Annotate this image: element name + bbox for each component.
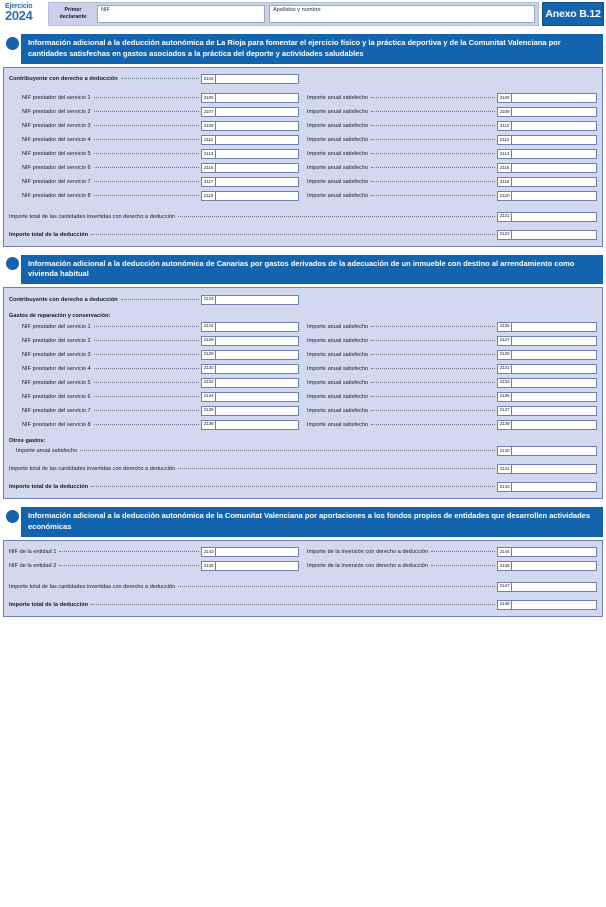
dot-leader	[121, 77, 199, 79]
importe-box[interactable]	[497, 149, 597, 159]
dot-leader	[94, 409, 199, 411]
importe-label: Importe anual satisfecho	[307, 193, 369, 200]
declarant-bar	[48, 2, 539, 26]
dot-leader	[94, 325, 199, 327]
nif-prestador-box[interactable]	[201, 191, 299, 201]
bullet-icon-2	[3, 255, 21, 271]
nif-prestador-label: NIF prestador del servicio 6	[22, 165, 91, 172]
importe-label: Importe anual satisfecho	[307, 323, 369, 330]
service-rows-1	[9, 93, 597, 202]
subheading-otros-gastos: Otros gastos:	[9, 438, 46, 445]
importe-label: Importe anual satisfecho	[307, 351, 369, 358]
box-value[interactable]	[215, 350, 299, 360]
box-number: 2130	[201, 364, 215, 374]
box-number: 2148	[497, 600, 511, 610]
importe-label: Importe anual satisfecho	[307, 123, 369, 130]
contribuyente-row-1	[9, 74, 597, 85]
box-number: 2104	[201, 74, 215, 84]
nif-prestador-box[interactable]	[201, 121, 299, 131]
box-number: 2105	[201, 93, 215, 103]
box-number: 2116	[497, 163, 511, 173]
box-value[interactable]	[215, 149, 299, 159]
box-value[interactable]	[511, 230, 597, 240]
otros-gastos-row	[9, 446, 597, 456]
total-invertido-row-1	[9, 212, 597, 222]
importe-label: Importe anual satisfecho	[307, 393, 369, 400]
nif-prestador-box[interactable]	[201, 420, 299, 430]
dot-leader	[94, 367, 199, 369]
box-value[interactable]	[215, 295, 299, 305]
box-number: 2109	[201, 121, 215, 131]
table-row	[9, 561, 597, 572]
dot-leader	[91, 233, 495, 235]
table-row	[9, 419, 597, 430]
otros-gastos-label: Importe anual satisfecho	[16, 448, 78, 455]
bullet-icon-3	[3, 507, 21, 523]
total-deduccion-label: Importe total de la deducción	[9, 231, 89, 238]
box-number: 2108	[497, 107, 511, 117]
box-value[interactable]	[511, 547, 597, 557]
box-number: 2142	[497, 482, 511, 492]
box-value[interactable]	[511, 378, 597, 388]
box-value[interactable]	[511, 364, 597, 374]
contribuyente-row-2	[9, 294, 597, 305]
box-value[interactable]	[511, 482, 597, 492]
box-value[interactable]	[511, 336, 597, 346]
section-title-2: Información adicional a la deducción autonómica de Canarias por gastos derivados de la adecuación de un inmueble con destino al arrendamiento como vivienda habitual	[21, 255, 603, 285]
total-invertido-box[interactable]	[497, 212, 597, 222]
box-value[interactable]	[511, 149, 597, 159]
total-invertido-row-2	[9, 464, 597, 474]
table-row	[9, 107, 597, 118]
box-number: 2135	[497, 392, 511, 402]
dot-leader	[91, 603, 495, 605]
contribuyente-box-2[interactable]	[201, 295, 299, 305]
box-number: 2144	[497, 547, 511, 557]
dot-leader	[80, 449, 495, 451]
dot-leader	[94, 110, 199, 112]
box-value[interactable]	[215, 163, 299, 173]
otros-gastos-box[interactable]	[497, 446, 597, 456]
nif-prestador-label: NIF prestador del servicio 1	[22, 95, 91, 102]
box-number: 2117	[201, 177, 215, 187]
box-value[interactable]	[511, 322, 597, 332]
box-number: 2113	[201, 149, 215, 159]
nif-entidad-label: NIF de la entidad 2	[9, 563, 57, 570]
nif-prestador-label: NIF prestador del servicio 3	[22, 123, 91, 130]
section-title-1: Información adicional a la deducción autonómica de La Rioja para fomentar el ejercicio físico y la práctica deportiva y de la Comunitat Valenciana por cantidades satisfechas en gastos asociados a la práctica del deporte y actividades saludables	[21, 34, 603, 64]
importe-box[interactable]	[497, 336, 597, 346]
dot-leader	[371, 395, 495, 397]
ejercicio-label: Ejercicio	[5, 3, 33, 10]
declarant-tag	[49, 3, 97, 25]
contribuyente-box-1[interactable]	[201, 74, 299, 84]
total-invertido-label: Importe total de las cantidades invertidas con derecho a deducción	[9, 583, 176, 590]
section-title-3: Información adicional a la deducción autonómica de la Comunitat Valenciana por aportaciones a los fondos propios de entidades que desarrollen actividades económicas	[21, 507, 603, 537]
box-number: 2143	[201, 547, 215, 557]
total-deduccion-label: Importe total de la deducción	[9, 601, 89, 608]
box-number: 2137	[497, 406, 511, 416]
box-number: 2114	[497, 149, 511, 159]
section-header-3	[3, 507, 603, 537]
box-value[interactable]	[511, 350, 597, 360]
box-number: 2112	[497, 135, 511, 145]
box-value[interactable]	[215, 121, 299, 131]
box-number: 2128	[201, 350, 215, 360]
importe-box[interactable]	[497, 191, 597, 201]
dot-leader	[371, 339, 495, 341]
nif-prestador-box[interactable]	[201, 392, 299, 402]
importe-inversion-box[interactable]	[497, 547, 597, 557]
box-number: 2132	[201, 378, 215, 388]
importe-box[interactable]	[497, 322, 597, 332]
dot-leader	[121, 298, 199, 300]
nif-prestador-label: NIF prestador del servicio 8	[22, 193, 91, 200]
ejercicio-block	[2, 2, 48, 26]
box-number: 2110	[497, 121, 511, 131]
box-number: 2106	[497, 93, 511, 103]
table-row	[9, 321, 597, 332]
nif-entidad-box[interactable]	[201, 561, 299, 571]
dot-leader	[59, 550, 199, 552]
box-value[interactable]	[215, 547, 299, 557]
box-number: 2118	[497, 177, 511, 187]
importe-label: Importe anual satisfecho	[307, 151, 369, 158]
dot-leader	[371, 367, 495, 369]
form-page	[0, 2, 606, 907]
box-value[interactable]	[215, 392, 299, 402]
box-number: 2146	[497, 561, 511, 571]
nif-entidad-box[interactable]	[201, 547, 299, 557]
ejercicio-year: 2024	[5, 8, 33, 23]
box-number: 2115	[201, 163, 215, 173]
dot-leader	[371, 166, 495, 168]
dot-leader	[178, 467, 495, 469]
section-panel-2	[3, 287, 603, 499]
table-row	[9, 547, 597, 558]
nif-prestador-label: NIF prestador del servicio 4	[22, 137, 91, 144]
importe-box[interactable]	[497, 392, 597, 402]
nif-prestador-box[interactable]	[201, 135, 299, 145]
box-value[interactable]	[511, 121, 597, 131]
box-number: 2126	[201, 336, 215, 346]
box-value[interactable]	[215, 177, 299, 187]
importe-box[interactable]	[497, 364, 597, 374]
box-value[interactable]	[215, 107, 299, 117]
box-number: 2107	[201, 107, 215, 117]
nif-prestador-box[interactable]	[201, 322, 299, 332]
anexo-badge: Anexo B.12	[542, 2, 604, 26]
dot-leader	[91, 485, 495, 487]
table-row	[9, 335, 597, 346]
total-deduccion-box[interactable]	[497, 482, 597, 492]
table-row	[9, 349, 597, 360]
box-value[interactable]	[215, 378, 299, 388]
dot-leader	[94, 339, 199, 341]
importe-inversion-box[interactable]	[497, 561, 597, 571]
nif-prestador-label: NIF prestador del servicio 1	[22, 323, 91, 330]
table-row	[9, 121, 597, 132]
dot-leader	[178, 585, 495, 587]
bullet-icon-1	[3, 34, 21, 50]
importe-label: Importe anual satisfecho	[307, 137, 369, 144]
box-number: 2136	[201, 406, 215, 416]
box-value[interactable]	[215, 135, 299, 145]
total-deduccion-row-2	[9, 482, 597, 492]
box-value[interactable]	[215, 561, 299, 571]
box-number: 2120	[497, 191, 511, 201]
section-panel-3	[3, 540, 603, 617]
importe-box[interactable]	[497, 177, 597, 187]
dot-leader	[371, 96, 495, 98]
importe-label: Importe anual satisfecho	[307, 95, 369, 102]
nif-prestador-label: NIF prestador del servicio 4	[22, 365, 91, 372]
nif-prestador-box[interactable]	[201, 107, 299, 117]
importe-box[interactable]	[497, 121, 597, 131]
importe-box[interactable]	[497, 107, 597, 117]
box-number: 2124	[201, 322, 215, 332]
table-row	[9, 377, 597, 388]
dot-leader	[371, 124, 495, 126]
nif-field-label: NIF	[101, 7, 111, 13]
importe-box[interactable]	[497, 163, 597, 173]
box-value[interactable]	[511, 392, 597, 402]
nif-prestador-box[interactable]	[201, 336, 299, 346]
box-value[interactable]	[215, 420, 299, 430]
importe-box[interactable]	[497, 93, 597, 103]
table-row	[9, 163, 597, 174]
dot-leader	[431, 564, 495, 566]
dot-leader	[94, 423, 199, 425]
subheading-gastos-reparacion: Gastos de reparación y conservación:	[9, 313, 111, 320]
nif-prestador-box[interactable]	[201, 364, 299, 374]
total-invertido-row-3	[9, 582, 597, 592]
dot-leader	[59, 564, 199, 566]
total-deduccion-row-1	[9, 230, 597, 240]
declarant-tag-line2: declarante	[59, 14, 87, 20]
dot-leader	[94, 395, 199, 397]
dot-leader	[94, 124, 199, 126]
contribuyente-label-2: Contribuyente con derecho a deducción	[9, 296, 118, 303]
total-deduccion-row-3	[9, 600, 597, 610]
nif-prestador-label: NIF prestador del servicio 2	[22, 337, 91, 344]
table-row	[9, 191, 597, 202]
importe-label: Importe anual satisfecho	[307, 179, 369, 186]
dot-leader	[371, 381, 495, 383]
importe-label: Importe anual satisfecho	[307, 407, 369, 414]
dot-leader	[371, 110, 495, 112]
box-number: 2138	[201, 420, 215, 430]
box-value[interactable]	[215, 322, 299, 332]
box-number: 2133	[497, 378, 511, 388]
importe-label: Importe anual satisfecho	[307, 379, 369, 386]
dot-leader	[94, 180, 199, 182]
nif-prestador-label: NIF prestador del servicio 7	[22, 407, 91, 414]
box-value[interactable]	[511, 561, 597, 571]
dot-leader	[94, 381, 199, 383]
section-header-2	[3, 255, 603, 285]
box-value[interactable]	[511, 135, 597, 145]
table-row	[9, 93, 597, 104]
dot-leader	[94, 138, 199, 140]
dot-leader	[94, 96, 199, 98]
total-invertido-box[interactable]	[497, 582, 597, 592]
dot-leader	[371, 325, 495, 327]
dot-leader	[371, 409, 495, 411]
box-value[interactable]	[215, 191, 299, 201]
box-value[interactable]	[511, 600, 597, 610]
dot-leader	[94, 166, 199, 168]
box-number: 2131	[497, 364, 511, 374]
box-number: 2119	[201, 191, 215, 201]
importe-box[interactable]	[497, 350, 597, 360]
box-value[interactable]	[511, 446, 597, 456]
importe-label: Importe anual satisfecho	[307, 337, 369, 344]
table-row	[9, 405, 597, 416]
box-number: 2122	[497, 230, 511, 240]
dot-leader	[178, 215, 495, 217]
service-rows-2	[9, 321, 597, 430]
box-number: 2139	[497, 420, 511, 430]
total-deduccion-box[interactable]	[497, 230, 597, 240]
nif-prestador-box[interactable]	[201, 177, 299, 187]
box-number: 2129	[497, 350, 511, 360]
nif-prestador-box[interactable]	[201, 163, 299, 173]
box-number: 2125	[497, 322, 511, 332]
importe-box[interactable]	[497, 420, 597, 430]
nif-prestador-label: NIF prestador del servicio 2	[22, 109, 91, 116]
form-header	[2, 2, 604, 26]
importe-box[interactable]	[497, 135, 597, 145]
nif-prestador-label: NIF prestador del servicio 3	[22, 351, 91, 358]
nif-entidad-label: NIF de la entidad 1	[9, 549, 57, 556]
declarant-tag-line1: Primer	[64, 7, 82, 14]
table-row	[9, 391, 597, 402]
dot-leader	[94, 194, 199, 196]
box-number: 2145	[201, 561, 215, 571]
nif-prestador-label: NIF prestador del servicio 6	[22, 393, 91, 400]
nif-prestador-box[interactable]	[201, 93, 299, 103]
contribuyente-label-1: Contribuyente con derecho a deducción	[9, 76, 118, 83]
importe-label: Importe anual satisfecho	[307, 421, 369, 428]
importe-inversion-label: Importe de la inversión con derecho a deducción	[307, 549, 428, 556]
dot-leader	[371, 194, 495, 196]
box-value[interactable]	[215, 336, 299, 346]
box-number: 2140	[497, 446, 511, 456]
nif-prestador-label: NIF prestador del servicio 5	[22, 151, 91, 158]
box-value[interactable]	[511, 191, 597, 201]
nif-prestador-label: NIF prestador del servicio 7	[22, 179, 91, 186]
box-value[interactable]	[511, 107, 597, 117]
box-number: 2134	[201, 392, 215, 402]
dot-leader	[94, 152, 199, 154]
box-number: 2123	[201, 295, 215, 305]
table-row	[9, 363, 597, 374]
box-value[interactable]	[511, 163, 597, 173]
nif-prestador-box[interactable]	[201, 350, 299, 360]
box-value[interactable]	[511, 582, 597, 592]
table-row	[9, 135, 597, 146]
importe-box[interactable]	[497, 378, 597, 388]
nif-prestador-box[interactable]	[201, 406, 299, 416]
box-value[interactable]	[511, 212, 597, 222]
total-invertido-label: Importe total de las cantidades invertidas con derecho a deducción	[9, 466, 176, 473]
box-value[interactable]	[215, 93, 299, 103]
table-row	[9, 177, 597, 188]
box-value[interactable]	[215, 364, 299, 374]
box-number: 2141	[497, 464, 511, 474]
box-value[interactable]	[511, 464, 597, 474]
box-number: 2111	[201, 135, 215, 145]
table-row	[9, 149, 597, 160]
importe-label: Importe anual satisfecho	[307, 109, 369, 116]
dot-leader	[371, 152, 495, 154]
box-number: 2147	[497, 582, 511, 592]
nif-prestador-box[interactable]	[201, 149, 299, 159]
apellidos-nombre-label: Apellidos y nombre	[273, 7, 321, 13]
importe-label: Importe anual satisfecho	[307, 165, 369, 172]
apellidos-nombre-field[interactable]	[269, 5, 535, 23]
box-value[interactable]	[215, 406, 299, 416]
box-value[interactable]	[511, 93, 597, 103]
importe-inversion-label: Importe de la inversión con derecho a deducción	[307, 563, 428, 570]
box-value[interactable]	[511, 406, 597, 416]
box-value[interactable]	[511, 177, 597, 187]
total-deduccion-box[interactable]	[497, 600, 597, 610]
total-invertido-label: Importe total de las cantidades invertidas con derecho a deducción	[9, 213, 176, 220]
nif-prestador-label: NIF prestador del servicio 8	[22, 421, 91, 428]
nif-prestador-label: NIF prestador del servicio 5	[22, 379, 91, 386]
dot-leader	[371, 138, 495, 140]
box-number: 2127	[497, 336, 511, 346]
box-value[interactable]	[215, 74, 299, 84]
dot-leader	[371, 423, 495, 425]
section-panel-1	[3, 67, 603, 247]
dot-leader	[371, 353, 495, 355]
dot-leader	[371, 180, 495, 182]
importe-box[interactable]	[497, 406, 597, 416]
importe-label: Importe anual satisfecho	[307, 365, 369, 372]
dot-leader	[94, 353, 199, 355]
dot-leader	[431, 550, 495, 552]
section-header-1	[3, 34, 603, 64]
box-number: 2121	[497, 212, 511, 222]
box-value[interactable]	[511, 420, 597, 430]
nif-prestador-box[interactable]	[201, 378, 299, 388]
nif-field[interactable]	[97, 5, 265, 23]
total-deduccion-label: Importe total de la deducción	[9, 484, 89, 491]
total-invertido-box[interactable]	[497, 464, 597, 474]
